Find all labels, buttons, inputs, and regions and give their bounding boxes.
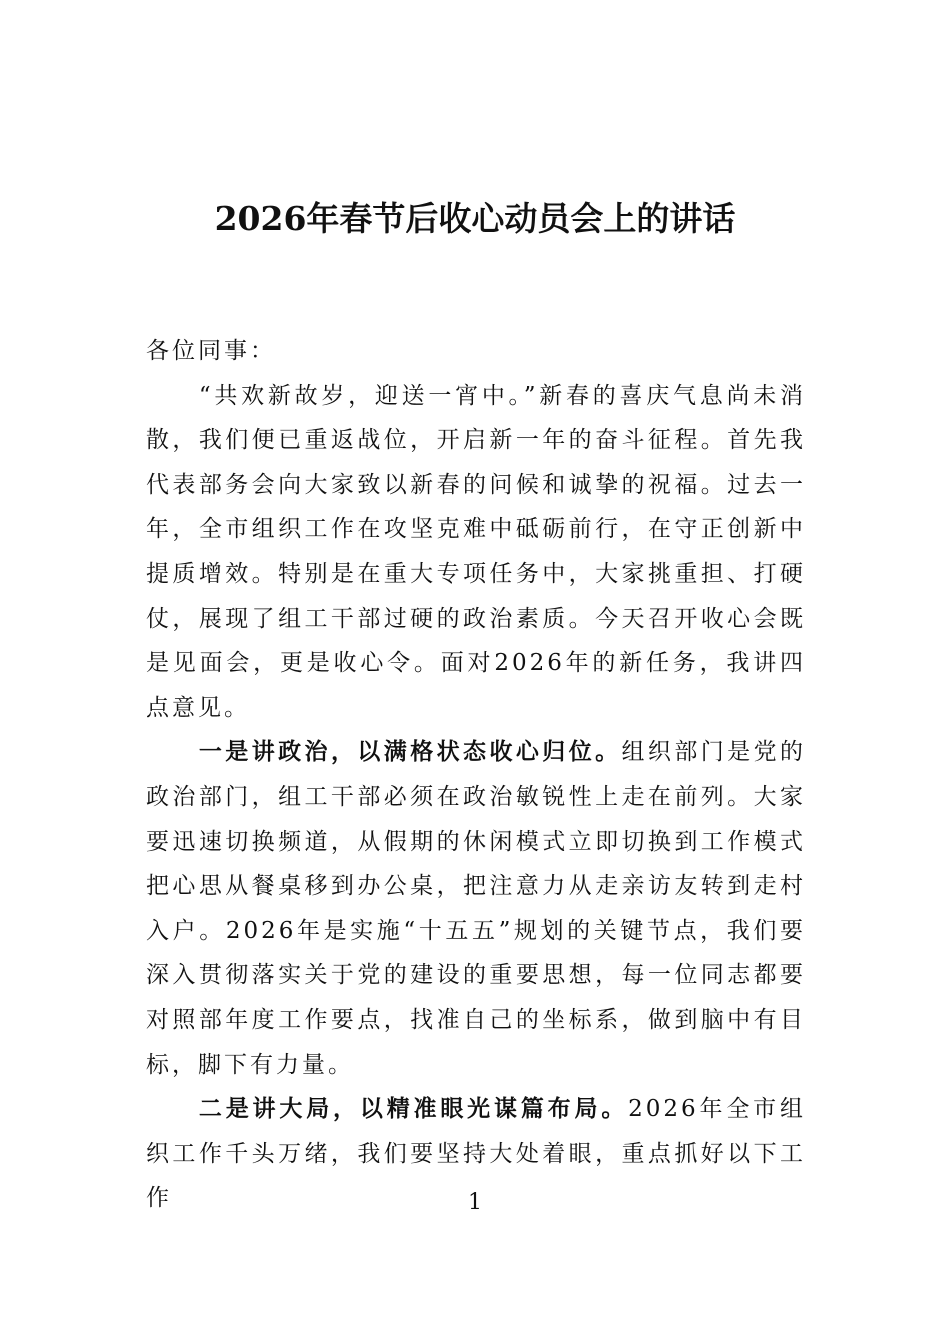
salutation: 各位同事：: [146, 338, 276, 364]
paragraph-lead: 二是讲大局，以精准眼光谋篇布局。: [198, 1095, 629, 1123]
paragraph-text: “共欢新故岁，迎送一宵中。”新春的喜庆气息尚未消散，我们便已重返战位，开启新一年的奋斗征程。首先我代表部务会向大家致以新春的问候和诚挚的祝福。过去一年，全市组织工作在攻坚克难中砥砺前行，在守正创新中提质增效。特别是在重大专项任务中，大家挑重担、打硬仗，展现了组工干部过硬的政治素质。今天召开收心会既是见面会，更是收心令。面对2026年的新任务，我讲四点意见。: [146, 382, 806, 721]
paragraph-text: 组织部门是党的政治部门，组工干部必须在政治敏锐性上走在前列。大家要迅速切换频道，从假期的休闲模式立即切换到工作模式把心思从餐桌移到办公桌，把注意力从走亲访友转到走村入户。2026年是实施“十五五”规划的关键节点，我们要深入贯彻落实关于党的建设的重要思想，每一位同志都要对照部年度工作要点，找准自己的坐标系，做到脑中有目标，脚下有力量。: [146, 739, 806, 1078]
page-number: 1: [468, 1190, 482, 1215]
paragraph-text: 2026年全市组织工作千头万绪，我们要坚持大处着眼，重点抓好以下工作: [146, 1096, 806, 1212]
paragraph-point-one: [146, 730, 806, 1087]
paragraph-lead: 一是讲政治，以满格状态收心归位。: [198, 738, 622, 766]
document-title: 2026年春节后收心动员会上的讲话: [214, 199, 736, 238]
paragraph-intro: [146, 374, 806, 731]
document-body: [146, 329, 806, 1221]
